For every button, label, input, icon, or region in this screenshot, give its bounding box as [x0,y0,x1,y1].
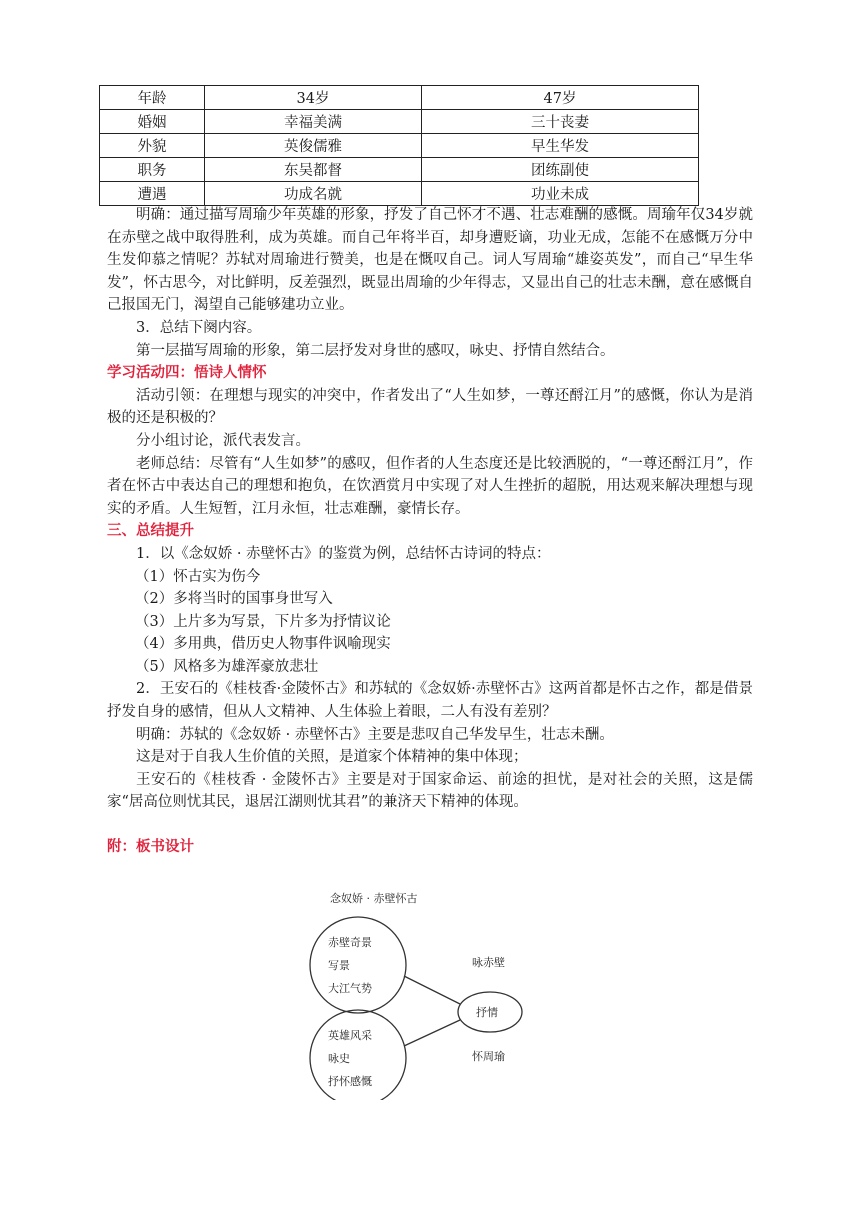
diagram-title: 念奴娇 · 赤壁怀古 [330,892,418,905]
list-item: （5）风格多为雄浑豪放悲壮 [135,658,319,675]
paragraph-question-one: 1．以《念奴娇 · 赤壁怀古》的鉴赏为例，总结怀古诗词的特点： [136,545,551,562]
paragraph-mingque-2: 明确：苏轼的《念奴娇 · 赤壁怀古》主要是悲叹自己华发早生，壮志未酬。 [136,726,614,743]
center-label: 抒情 [476,1006,498,1019]
list-item: （1）怀古实为伤今 [135,568,261,585]
comparison-table-body [100,86,699,206]
table-cell: 英俊儒雅 [205,134,422,158]
table-cell: 年龄 [100,86,205,110]
paragraph-layers: 第一层描写周瑜的形象，第二层抒发对身世的感叹，咏史、抒情自然结合。 [136,342,615,359]
connector-bottom [404,1020,460,1046]
body-text [107,204,753,859]
table-row [100,182,699,206]
label-bottom: 怀周瑜 [472,1050,505,1063]
paragraph-teacher-summary: 老师总结：尽管有“人生如梦”的感叹，但作者的人生态度还是比较洒脱的，“一尊还酹江月”，作者在怀古中表达自己的理想和抱负，在饮酒赏月中实现了对人生挫折的超脱，用达观来解决理想与现实的矛盾。人生短暂，江月永恒，壮志难酬，豪情长存。 [107,455,753,517]
circle2-line1: 英雄风采 [328,1029,372,1042]
scenery-circle [310,917,406,1013]
paragraph-mingque-1: 明确：通过描写周瑜少年英雄的形象，抒发了自己怀才不遇、壮志难酬的感慨。周瑜年仅34岁就在赤壁之战中取得胜利，成为英雄。而自己年将半百，却身遭贬谪，功业无成，怎能不在感慨万分中生发仰慕之情呢？苏轼对周瑜进行赞美，也是在慨叹自己。词人写周瑜“雄姿英发”，而自己“早生华发”，怀古思今，对比鲜明，反差强烈，既显出周瑜的少年得志，又显出自己的壮志未酬，意在感慨自己报国无门，渴望自己能够建功立业。 [107,207,753,314]
list-item: （2）多将当时的国事身世写入 [135,591,333,608]
label-top: 咏赤壁 [472,956,505,969]
comparison-table [99,85,699,206]
circle1-line2: 写景 [328,959,350,972]
table-cell: 三十丧妻 [422,110,699,134]
table-cell: 幸福美满 [205,110,422,134]
heading-board-design: 附：板书设计 [107,838,194,856]
paragraph-summary-step: 3．总结下阕内容。 [136,319,262,336]
table-cell: 功成名就 [205,182,422,206]
table-row [100,158,699,182]
table-cell: 47岁 [422,86,699,110]
circle2-line3: 抒怀感慨 [328,1075,372,1088]
table-cell: 34岁 [205,86,422,110]
paragraph-wang-anshi: 王安石的《桂枝香 · 金陵怀古》主要是对于国家命运、前途的担忧，是对社会的关照，这是儒家“居高位则忧其民，退居江湖则忧其君”的兼济天下精神的体现。 [107,771,753,811]
table-cell: 东吴都督 [205,158,422,182]
paragraph-activity-lead: 活动引领：在理想与现实的冲突中，作者发出了“人生如梦，一尊还酹江月”的感慨，你认为是消极的还是积极的？ [107,387,753,427]
table-cell: 职务 [100,158,205,182]
table-row [100,86,699,110]
circle1-line1: 赤壁奇景 [328,936,372,949]
paragraph-group-discussion: 分小组讨论，派代表发言。 [136,432,310,449]
table-cell: 外貌 [100,134,205,158]
table-cell: 功业未成 [422,182,699,206]
table-cell: 团练副使 [422,158,699,182]
list-item: （3）上片多为写景，下片多为抒情议论 [135,613,391,630]
table-cell: 早生华发 [422,134,699,158]
board-design-diagram [300,880,560,1100]
circle2-line2: 咏史 [328,1052,350,1065]
circle1-line3: 大江气势 [328,982,372,995]
table-row [100,134,699,158]
table-cell: 遭遇 [100,182,205,206]
heading-activity-four: 学习活动四：悟诗人情怀 [107,364,267,382]
table-row [100,110,699,134]
paragraph-daoist: 这是对于自我人生价值的关照，是道家个体精神的集中体现； [136,749,528,766]
heading-summary: 三、总结提升 [107,522,194,540]
paragraph-question-two: 2．王安石的《桂枝香·金陵怀古》和苏轼的《念奴娇·赤壁怀古》这两首都是怀古之作，都是借景抒发自身的感情，但从人文精神、人生体验上着眼，二人有没有差别？ [107,681,753,721]
table-cell: 婚姻 [100,110,205,134]
connector-top [404,976,460,1004]
list-item: （4）多用典，借历史人物事件讽喻现实 [135,636,391,653]
